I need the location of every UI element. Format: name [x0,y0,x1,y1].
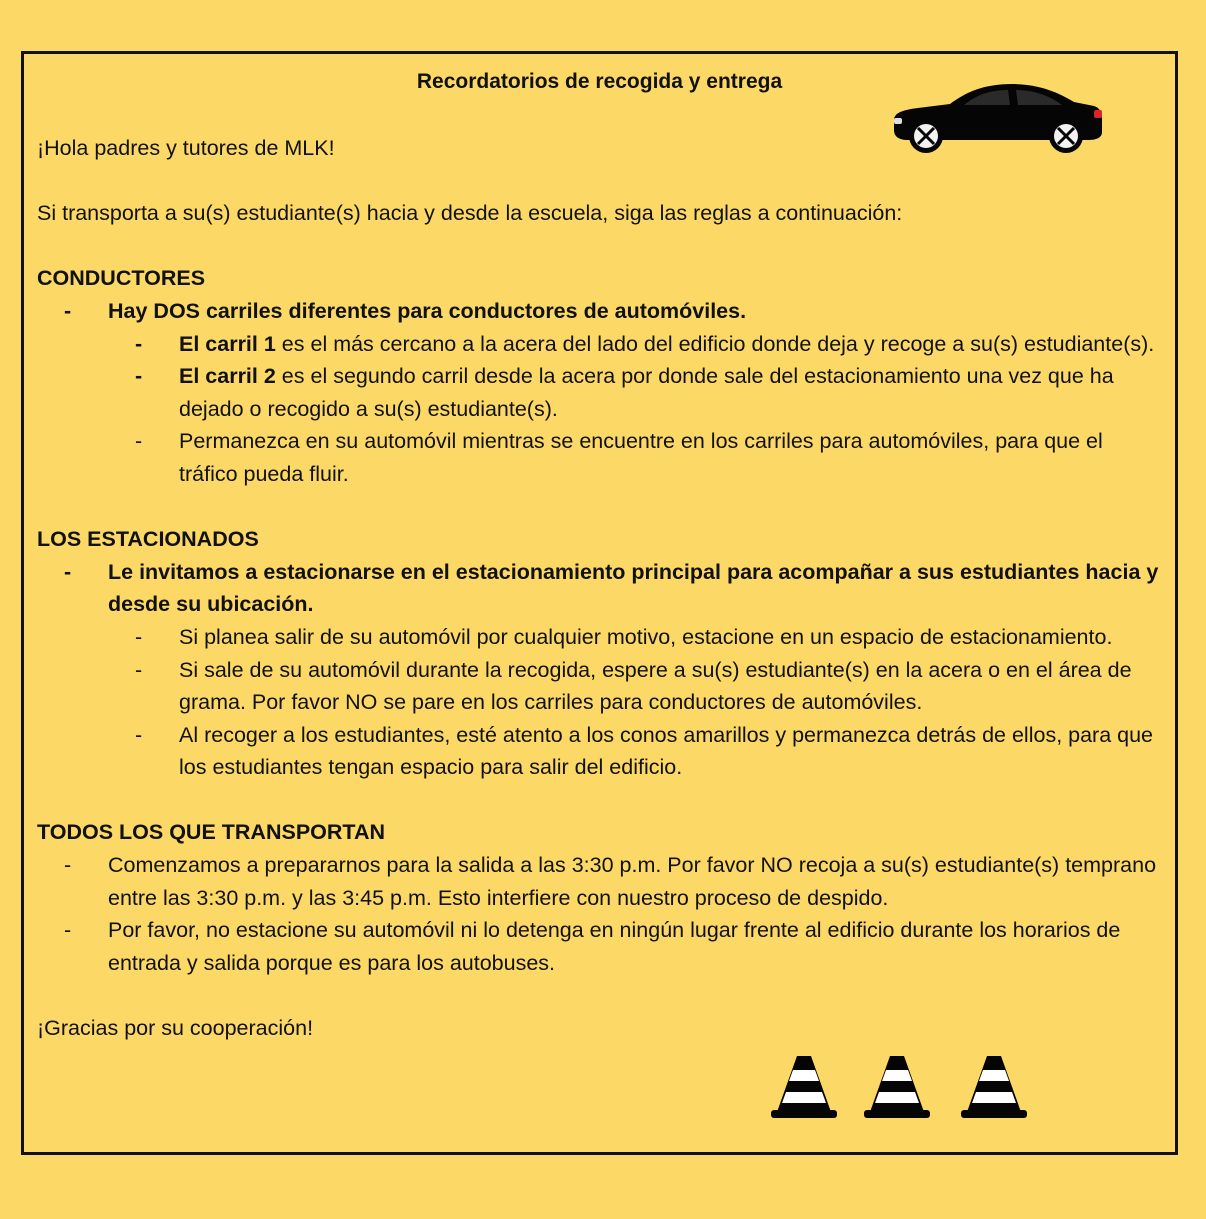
bullet-dash: - [135,657,143,682]
lane2-text: es el segundo carril desde la acera por donde sale del estacionamiento una vez que ha dejado o recogido a su(s) estudiante(s). [179,364,1114,421]
drivers-list [37,295,1162,491]
lane1-label: El carril 1 [179,331,276,356]
parkers-sublist [108,621,1162,784]
parkers-item-2: Si sale de su automóvil durante la recogida, espere a su(s) estudiante(s) en la acera o en el área de grama. Por favor NO se pare en los carriles para conductores de automóviles. [179,657,1132,715]
bullet-dash: - [135,722,143,747]
list-item [108,360,1162,425]
bullet-dash: - [135,331,143,356]
notice-body [37,132,1162,1045]
all-transporters-list [37,849,1162,979]
notice-frame [21,51,1178,1155]
bullet-dash: - [135,364,143,389]
list-item [108,719,1162,784]
traffic-cones [769,1048,1039,1128]
section-heading-parkers: LOS ESTACIONADOS [37,527,259,552]
all-item-2: Por favor, no estacione su automóvil ni lo detenga en ningún lugar frente al edificio durante los horarios de entrada y salida porque es para los autobuses. [108,918,1121,975]
traffic-cone-icon [961,1056,1027,1118]
stay-in-car-text: Permanezca en su automóvil mientras se encuentre en los carriles para automóviles, para que el tráfico pueda fluir. [179,429,1103,486]
section-heading-all: TODOS LOS QUE TRANSPORTAN [37,820,385,845]
parkers-main-rule: Le invitamos a estacionarse en el estacionamiento principal para acompañar a sus estudiantes hacia y desde su ubicación. [108,559,1159,617]
bullet-dash: - [64,559,72,584]
list-item [37,914,1162,979]
list-item [37,849,1162,914]
list-item [108,654,1162,719]
list-item [37,556,1162,784]
list-item [108,425,1162,490]
drivers-main-rule: Hay DOS carriles diferentes para conductores de automóviles. [108,298,747,323]
list-item [37,295,1162,491]
list-item [108,328,1162,361]
closing-text: ¡Gracias por su cooperación! [37,1016,314,1041]
bullet-dash: - [135,624,143,649]
bullet-dash: - [135,429,143,454]
parkers-item-1: Si planea salir de su automóvil por cualquier motivo, estacione en un espacio de estacionamiento. [179,624,1113,649]
all-item-1: Comenzamos a prepararnos para la salida a las 3:30 p.m. Por favor NO recoja a su(s) estudiante(s) temprano entre las 3:30 p.m. y las 3:45 p.m. Esto interfiere con nuestro proceso de despido. [108,853,1157,910]
bullet-dash: - [64,853,72,878]
section-heading-drivers: CONDUCTORES [37,266,206,291]
lane2-label: El carril 2 [179,364,276,389]
lane1-text: es el más cercano a la acera del lado del edificio donde deja y recoge a su(s) estudiante(s). [275,331,1155,356]
bullet-dash: - [64,918,72,943]
page-title: Recordatorios de recogida y entrega [416,70,783,93]
greeting: ¡Hola padres y tutores de MLK! [37,136,335,160]
drivers-sublist [108,328,1162,491]
parkers-list [37,556,1162,784]
list-item [108,621,1162,654]
intro-text: Si transporta a su(s) estudiante(s) hacia y desde la escuela, siga las reglas a continuación: [37,201,903,226]
bullet-dash: - [64,298,72,323]
parkers-item-3: Al recoger a los estudiantes, esté atento a los conos amarillos y permanezca detrás de ellos, para que los estudiantes tengan espacio para salir del edificio. [179,722,1154,780]
traffic-cone-icon [771,1056,837,1118]
traffic-cone-icon [864,1056,930,1118]
